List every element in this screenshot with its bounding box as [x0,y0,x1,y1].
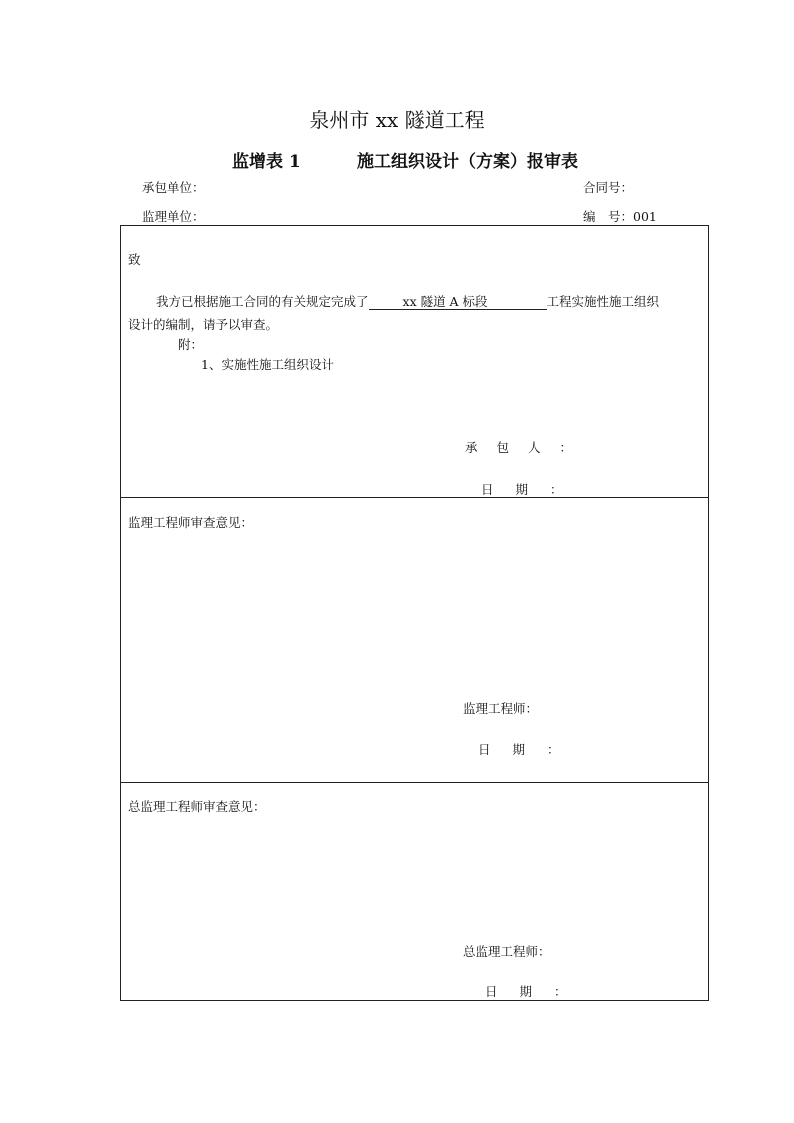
row-divider [121,782,708,783]
serial-field [583,207,657,225]
serial-value[interactable]: 001 [633,209,657,224]
engineer-signer-label: 监理工程师： [463,701,539,716]
engineer-opinion-label: 监理工程师审查意见： [128,515,254,530]
form-table [120,225,709,1001]
submission-line-2: 设计的编制，请予以审查。 [128,317,279,332]
contractor-field [142,178,205,196]
contractor-signer-label: 承包人： [465,440,592,455]
project-title: 泉州市 xx 隧道工程 [309,108,485,132]
project-blank[interactable]: xx 隧道 A 标段 [369,294,547,310]
form-name: 施工组织设计（方案）报审表 [357,152,578,172]
chief-signer-label: 总监理工程师： [463,944,551,959]
contractor-date-label: 日期： [481,482,585,497]
serial-label: 编 号： [583,209,634,224]
submission-line-1 [156,292,659,310]
contract-no-field [583,178,633,196]
engineer-date-label: 日期： [478,742,582,757]
chief-opinion-label: 总监理工程师审查意见： [128,799,266,814]
submission-text-before: 我方已根据施工合同的有关规定完成了 [156,294,369,309]
supervisor-field [142,207,205,225]
supervisor-label: 监理单位： [142,209,205,224]
attachment-item: 1、实施性施工组织设计 [201,357,334,372]
attachment-label: 附： [178,337,204,352]
to-label: 致 [128,252,141,267]
contractor-label: 承包单位： [142,180,205,195]
form-code: 监增表 1 [232,152,301,172]
row-divider [121,497,708,498]
chief-date-label: 日期： [485,984,589,999]
submission-text-after: 工程实施性施工组织 [546,294,660,309]
contract-no-label: 合同号： [583,180,634,195]
